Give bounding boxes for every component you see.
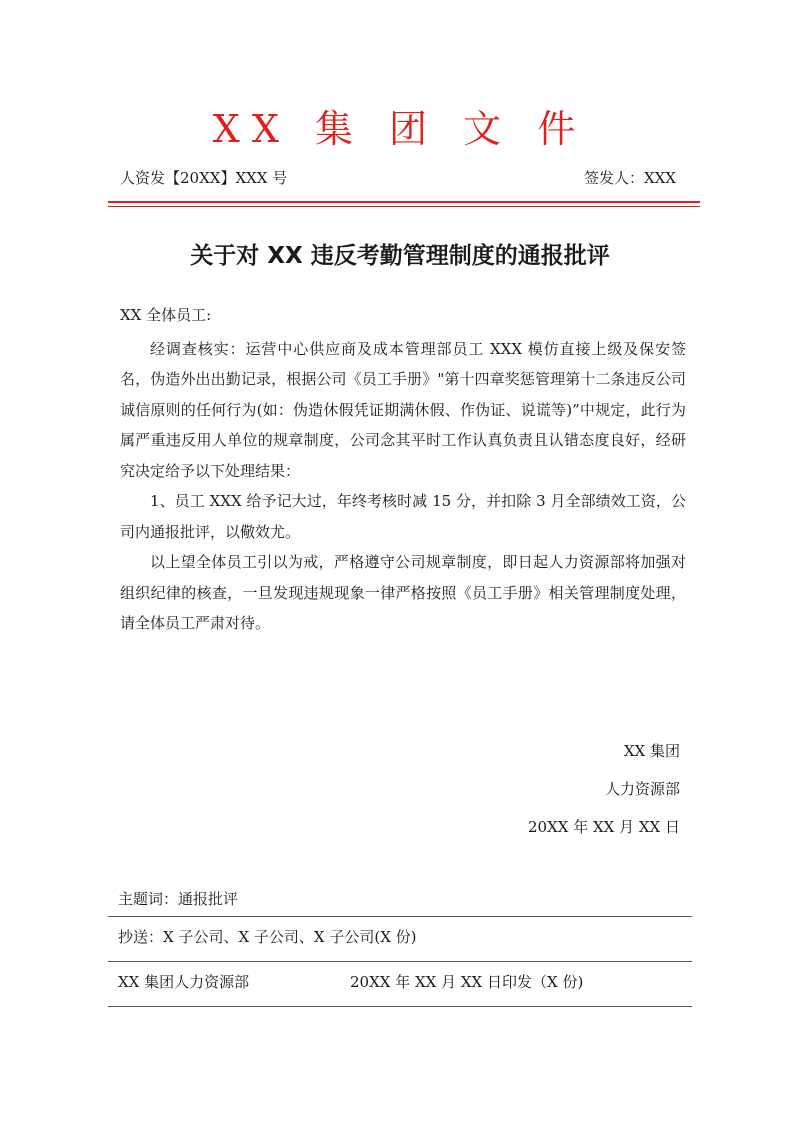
header-divider-thick (108, 201, 700, 203)
notice-body (120, 300, 686, 639)
cc-recipients: 抄送：X 子公司、X 子公司、X 子公司(X 份) (118, 928, 417, 946)
paragraph-penalty: 1、员工 XXX 给予记大过，年终考核时减 15 分，并扣除 3 月全部绩效工资，公司内通报批评，以儆效尤。 (120, 492, 686, 541)
footer-row-subject (108, 882, 692, 917)
salutation: XX 全体员工: (120, 306, 212, 324)
footer-table (108, 882, 692, 1007)
signature-org: XX 集团 (623, 742, 680, 760)
signature-date: 20XX 年 XX 月 XX 日 (528, 818, 680, 836)
paragraph-investigation: 经调查核实：运营中心供应商及成本管理部员工 XXX 模仿直接上级及保安签名，伪造外出出勤记录，根据公司《员工手册》"第十四章奖惩管理第十二条违反公司诚信原则的任何行为(如：伪造休假凭证期满休假、作伪证、说谎等)”中规定，此行为属严重违反用人单位的规章制度，公司念其平时工作认真负责且认错态度良好，经研究决定给予以下处理结果： (120, 339, 686, 480)
document-header-title: XX 集 团 文 件 (212, 107, 588, 151)
header-divider-thin (108, 206, 700, 207)
subject-keywords: 主题词：通报批评 (118, 890, 239, 908)
signature-dept: 人力资源部 (604, 780, 680, 798)
notice-title: 关于对 XX 违反考勤管理制度的通报批评 (190, 243, 610, 269)
paragraph-warning: 以上望全体员工引以为戒，严格遵守公司规章制度，即日起人力资源部将加强对组织纪律的核查，一旦发现违规现象一律严格按照《员工手册》相关管理制度处理，请全体员工严肃对待。 (120, 553, 686, 632)
issuer: XX 集团人力资源部 (118, 973, 250, 991)
footer-row-issuer (108, 962, 692, 1007)
signature-block (528, 732, 680, 846)
footer-row-cc (108, 917, 692, 962)
document-number: 人资发【20XX】XXX 号 (120, 169, 288, 187)
print-date: 20XX 年 XX 月 XX 日印发（X 份) (350, 973, 584, 991)
signer: 签发人：XXX (583, 169, 676, 187)
